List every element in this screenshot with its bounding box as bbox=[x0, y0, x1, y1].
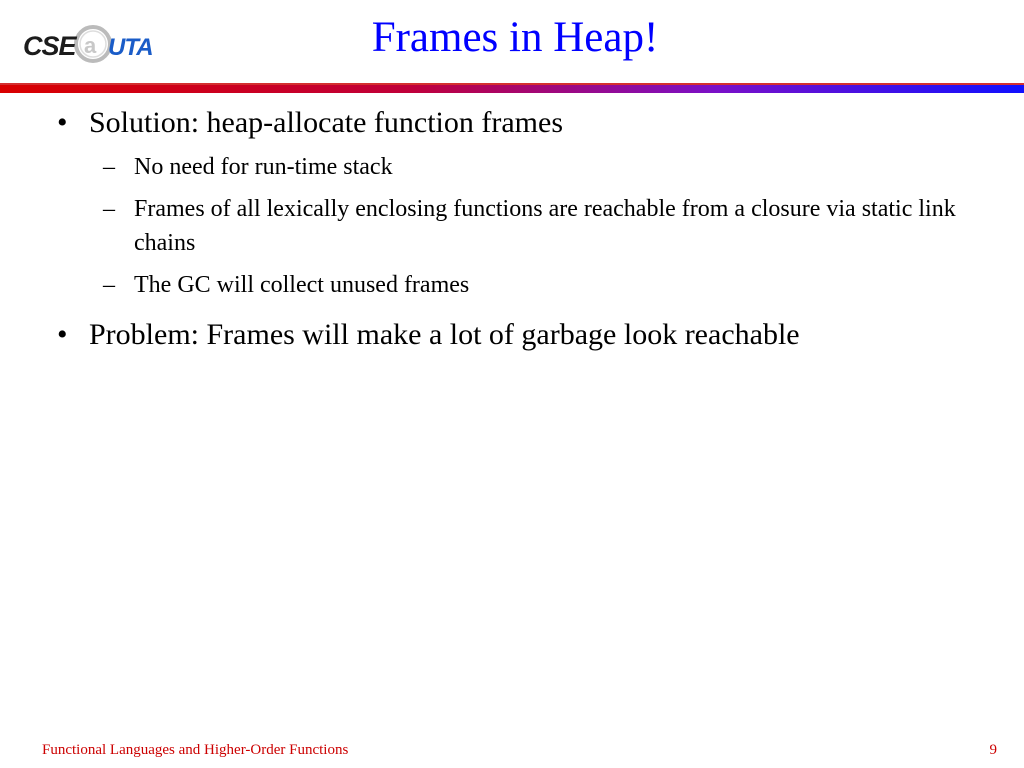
bullet-text: Solution: heap-allocate function frames bbox=[89, 106, 564, 139]
bullet-text: Problem: Frames will make a lot of garbage look reachable bbox=[89, 318, 800, 351]
slide-title: Frames in Heap! bbox=[371, 14, 659, 61]
sub-bullet-mark: – bbox=[103, 154, 115, 180]
sub-bullet-text: The GC will collect unused frames bbox=[134, 272, 470, 298]
sub-bullet-item bbox=[0, 268, 1024, 302]
logo-text-cse: CSE bbox=[23, 31, 76, 61]
sub-bullet-item bbox=[0, 150, 1024, 184]
bullet-mark: • bbox=[57, 318, 68, 351]
bullet-item bbox=[0, 104, 1024, 142]
title-bar-gradient bbox=[0, 85, 1024, 93]
logo-text-uta: UTA bbox=[108, 34, 153, 61]
footer-course-title: Functional Languages and Higher-Order Functions bbox=[42, 742, 349, 758]
sub-bullet-text: Frames of all lexically enclosing functions are reachable from a closure via static link chains bbox=[134, 196, 956, 256]
sub-bullet-text: No need for run-time stack bbox=[134, 154, 393, 180]
sub-bullet-item bbox=[0, 192, 1024, 260]
title-gradient-bar bbox=[0, 83, 1024, 95]
page-number: 9 bbox=[989, 742, 997, 758]
sub-bullet-mark: – bbox=[103, 196, 115, 222]
bullet-mark: • bbox=[57, 106, 68, 139]
sub-bullet-mark: – bbox=[103, 272, 115, 298]
bullet-item bbox=[0, 316, 1024, 354]
logo-text-at: a bbox=[84, 33, 97, 58]
slide-content bbox=[0, 104, 1024, 354]
